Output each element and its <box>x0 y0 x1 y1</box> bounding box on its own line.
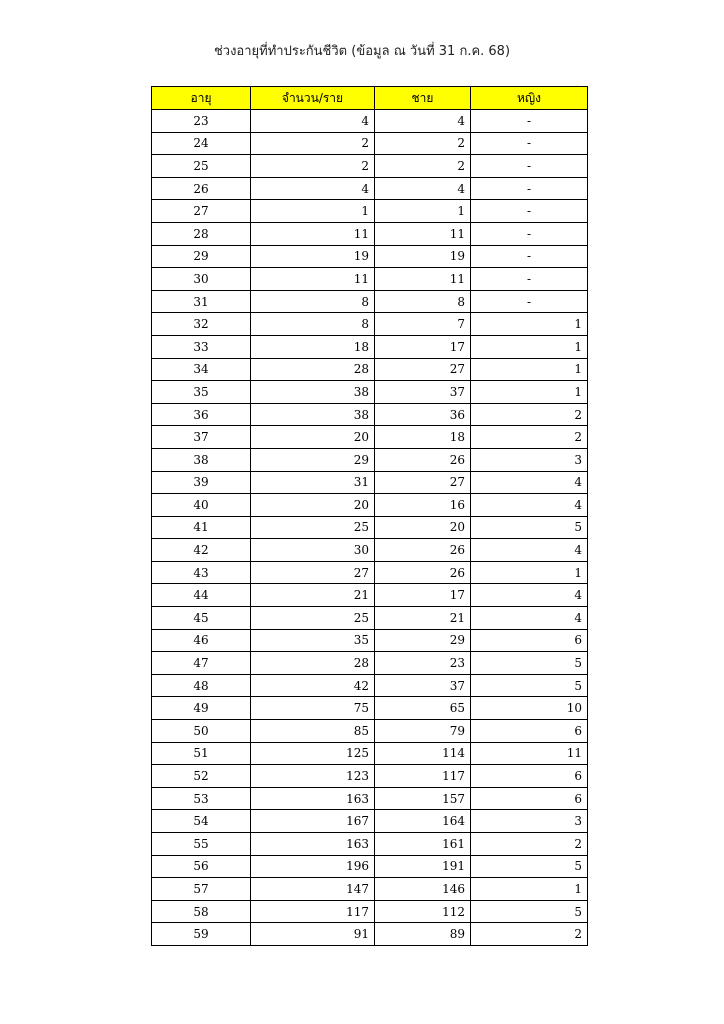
cell-total: 11 <box>251 268 375 291</box>
cell-male: 36 <box>375 403 471 426</box>
cell-total: 196 <box>251 855 375 878</box>
cell-female: 3 <box>471 810 588 833</box>
cell-age: 35 <box>152 381 251 404</box>
cell-total: 75 <box>251 697 375 720</box>
cell-male: 161 <box>375 833 471 856</box>
cell-male: 8 <box>375 290 471 313</box>
cell-female: 6 <box>471 765 588 788</box>
cell-female: 2 <box>471 923 588 946</box>
cell-total: 38 <box>251 403 375 426</box>
cell-male: 164 <box>375 810 471 833</box>
cell-female: - <box>471 245 588 268</box>
table-row <box>152 494 588 517</box>
cell-total: 29 <box>251 448 375 471</box>
cell-female: - <box>471 222 588 245</box>
cell-male: 26 <box>375 448 471 471</box>
cell-female: - <box>471 110 588 133</box>
table-row <box>152 810 588 833</box>
cell-female: 6 <box>471 787 588 810</box>
table-row <box>152 561 588 584</box>
cell-female: 1 <box>471 313 588 336</box>
cell-male: 2 <box>375 155 471 178</box>
cell-total: 18 <box>251 335 375 358</box>
cell-female: 10 <box>471 697 588 720</box>
cell-total: 85 <box>251 720 375 743</box>
cell-male: 27 <box>375 471 471 494</box>
table-row <box>152 403 588 426</box>
cell-total: 4 <box>251 110 375 133</box>
cell-female: 4 <box>471 539 588 562</box>
table-row <box>152 381 588 404</box>
table-row <box>152 177 588 200</box>
table-row <box>152 923 588 946</box>
cell-female: - <box>471 200 588 223</box>
cell-age: 41 <box>152 516 251 539</box>
header-age: อายุ <box>152 87 251 110</box>
cell-total: 20 <box>251 426 375 449</box>
cell-total: 35 <box>251 629 375 652</box>
cell-age: 37 <box>152 426 251 449</box>
cell-male: 16 <box>375 494 471 517</box>
cell-female: 1 <box>471 381 588 404</box>
cell-age: 53 <box>152 787 251 810</box>
cell-male: 19 <box>375 245 471 268</box>
cell-age: 48 <box>152 674 251 697</box>
cell-total: 2 <box>251 155 375 178</box>
cell-male: 117 <box>375 765 471 788</box>
cell-total: 31 <box>251 471 375 494</box>
cell-male: 11 <box>375 268 471 291</box>
table-body <box>152 110 588 946</box>
table-row <box>152 855 588 878</box>
table-row <box>152 539 588 562</box>
cell-age: 46 <box>152 629 251 652</box>
table-row <box>152 426 588 449</box>
cell-age: 50 <box>152 720 251 743</box>
cell-age: 34 <box>152 358 251 381</box>
cell-total: 42 <box>251 674 375 697</box>
cell-female: - <box>471 155 588 178</box>
table-header-row <box>152 87 588 110</box>
cell-male: 2 <box>375 132 471 155</box>
cell-total: 27 <box>251 561 375 584</box>
table-row <box>152 358 588 381</box>
cell-female: 4 <box>471 584 588 607</box>
table-row <box>152 787 588 810</box>
cell-female: - <box>471 290 588 313</box>
cell-age: 58 <box>152 900 251 923</box>
table-row <box>152 222 588 245</box>
cell-male: 7 <box>375 313 471 336</box>
cell-age: 52 <box>152 765 251 788</box>
cell-total: 30 <box>251 539 375 562</box>
cell-male: 1 <box>375 200 471 223</box>
cell-male: 26 <box>375 561 471 584</box>
cell-age: 40 <box>152 494 251 517</box>
table-row <box>152 765 588 788</box>
cell-male: 29 <box>375 629 471 652</box>
cell-female: 5 <box>471 516 588 539</box>
cell-age: 25 <box>152 155 251 178</box>
cell-age: 59 <box>152 923 251 946</box>
cell-total: 147 <box>251 878 375 901</box>
cell-age: 30 <box>152 268 251 291</box>
cell-female: 4 <box>471 494 588 517</box>
table-row <box>152 833 588 856</box>
cell-female: 11 <box>471 742 588 765</box>
cell-age: 28 <box>152 222 251 245</box>
table-row <box>152 742 588 765</box>
cell-female: 2 <box>471 833 588 856</box>
table-row <box>152 697 588 720</box>
cell-age: 51 <box>152 742 251 765</box>
cell-age: 23 <box>152 110 251 133</box>
cell-male: 37 <box>375 674 471 697</box>
cell-female: 2 <box>471 426 588 449</box>
table-row <box>152 245 588 268</box>
cell-male: 17 <box>375 335 471 358</box>
cell-male: 79 <box>375 720 471 743</box>
table-row <box>152 516 588 539</box>
cell-total: 25 <box>251 607 375 630</box>
cell-age: 29 <box>152 245 251 268</box>
cell-female: 4 <box>471 471 588 494</box>
table-row <box>152 900 588 923</box>
cell-total: 28 <box>251 358 375 381</box>
cell-total: 123 <box>251 765 375 788</box>
cell-female: 5 <box>471 900 588 923</box>
age-insurance-table <box>151 86 588 946</box>
cell-age: 42 <box>152 539 251 562</box>
cell-age: 57 <box>152 878 251 901</box>
table-row <box>152 200 588 223</box>
cell-female: 6 <box>471 720 588 743</box>
cell-female: 5 <box>471 674 588 697</box>
cell-age: 44 <box>152 584 251 607</box>
table-row <box>152 674 588 697</box>
cell-age: 24 <box>152 132 251 155</box>
table-row <box>152 584 588 607</box>
table-row <box>152 110 588 133</box>
cell-female: 5 <box>471 652 588 675</box>
cell-age: 32 <box>152 313 251 336</box>
cell-female: 2 <box>471 403 588 426</box>
cell-age: 38 <box>152 448 251 471</box>
cell-age: 33 <box>152 335 251 358</box>
cell-female: - <box>471 177 588 200</box>
cell-age: 49 <box>152 697 251 720</box>
table-row <box>152 652 588 675</box>
cell-age: 43 <box>152 561 251 584</box>
cell-female: 1 <box>471 561 588 584</box>
cell-total: 11 <box>251 222 375 245</box>
cell-male: 112 <box>375 900 471 923</box>
cell-male: 21 <box>375 607 471 630</box>
cell-age: 27 <box>152 200 251 223</box>
cell-age: 36 <box>152 403 251 426</box>
table-row <box>152 471 588 494</box>
cell-male: 157 <box>375 787 471 810</box>
table-row <box>152 155 588 178</box>
cell-male: 4 <box>375 177 471 200</box>
cell-male: 18 <box>375 426 471 449</box>
cell-total: 167 <box>251 810 375 833</box>
cell-female: - <box>471 132 588 155</box>
cell-age: 45 <box>152 607 251 630</box>
table-row <box>152 878 588 901</box>
cell-age: 47 <box>152 652 251 675</box>
cell-age: 39 <box>152 471 251 494</box>
table-row <box>152 335 588 358</box>
table-row <box>152 268 588 291</box>
cell-male: 4 <box>375 110 471 133</box>
cell-female: 1 <box>471 335 588 358</box>
table-row <box>152 290 588 313</box>
table-row <box>152 607 588 630</box>
cell-total: 28 <box>251 652 375 675</box>
cell-age: 31 <box>152 290 251 313</box>
table-row <box>152 720 588 743</box>
cell-total: 21 <box>251 584 375 607</box>
cell-female: 4 <box>471 607 588 630</box>
table-row <box>152 313 588 336</box>
cell-total: 163 <box>251 787 375 810</box>
cell-age: 56 <box>152 855 251 878</box>
cell-age: 55 <box>152 833 251 856</box>
cell-male: 11 <box>375 222 471 245</box>
cell-total: 19 <box>251 245 375 268</box>
cell-total: 8 <box>251 313 375 336</box>
cell-male: 37 <box>375 381 471 404</box>
cell-male: 27 <box>375 358 471 381</box>
cell-total: 38 <box>251 381 375 404</box>
cell-age: 26 <box>152 177 251 200</box>
cell-total: 4 <box>251 177 375 200</box>
header-male: ชาย <box>375 87 471 110</box>
cell-male: 20 <box>375 516 471 539</box>
table-row <box>152 629 588 652</box>
cell-female: 1 <box>471 878 588 901</box>
cell-male: 146 <box>375 878 471 901</box>
cell-female: - <box>471 268 588 291</box>
cell-total: 2 <box>251 132 375 155</box>
cell-male: 17 <box>375 584 471 607</box>
cell-male: 26 <box>375 539 471 562</box>
cell-female: 6 <box>471 629 588 652</box>
cell-male: 65 <box>375 697 471 720</box>
cell-female: 3 <box>471 448 588 471</box>
cell-total: 25 <box>251 516 375 539</box>
cell-total: 117 <box>251 900 375 923</box>
cell-total: 20 <box>251 494 375 517</box>
cell-female: 5 <box>471 855 588 878</box>
cell-total: 91 <box>251 923 375 946</box>
cell-male: 23 <box>375 652 471 675</box>
header-female: หญิง <box>471 87 588 110</box>
header-total: จำนวน/ราย <box>251 87 375 110</box>
cell-male: 191 <box>375 855 471 878</box>
cell-total: 125 <box>251 742 375 765</box>
cell-total: 1 <box>251 200 375 223</box>
cell-total: 163 <box>251 833 375 856</box>
cell-age: 54 <box>152 810 251 833</box>
page-title: ช่วงอายุที่ทำประกันชีวิต (ข้อมูล ณ วันที่ 31 ก.ค. 68) <box>213 44 511 59</box>
table-row <box>152 132 588 155</box>
cell-total: 8 <box>251 290 375 313</box>
table-row <box>152 448 588 471</box>
cell-male: 89 <box>375 923 471 946</box>
cell-male: 114 <box>375 742 471 765</box>
cell-female: 1 <box>471 358 588 381</box>
